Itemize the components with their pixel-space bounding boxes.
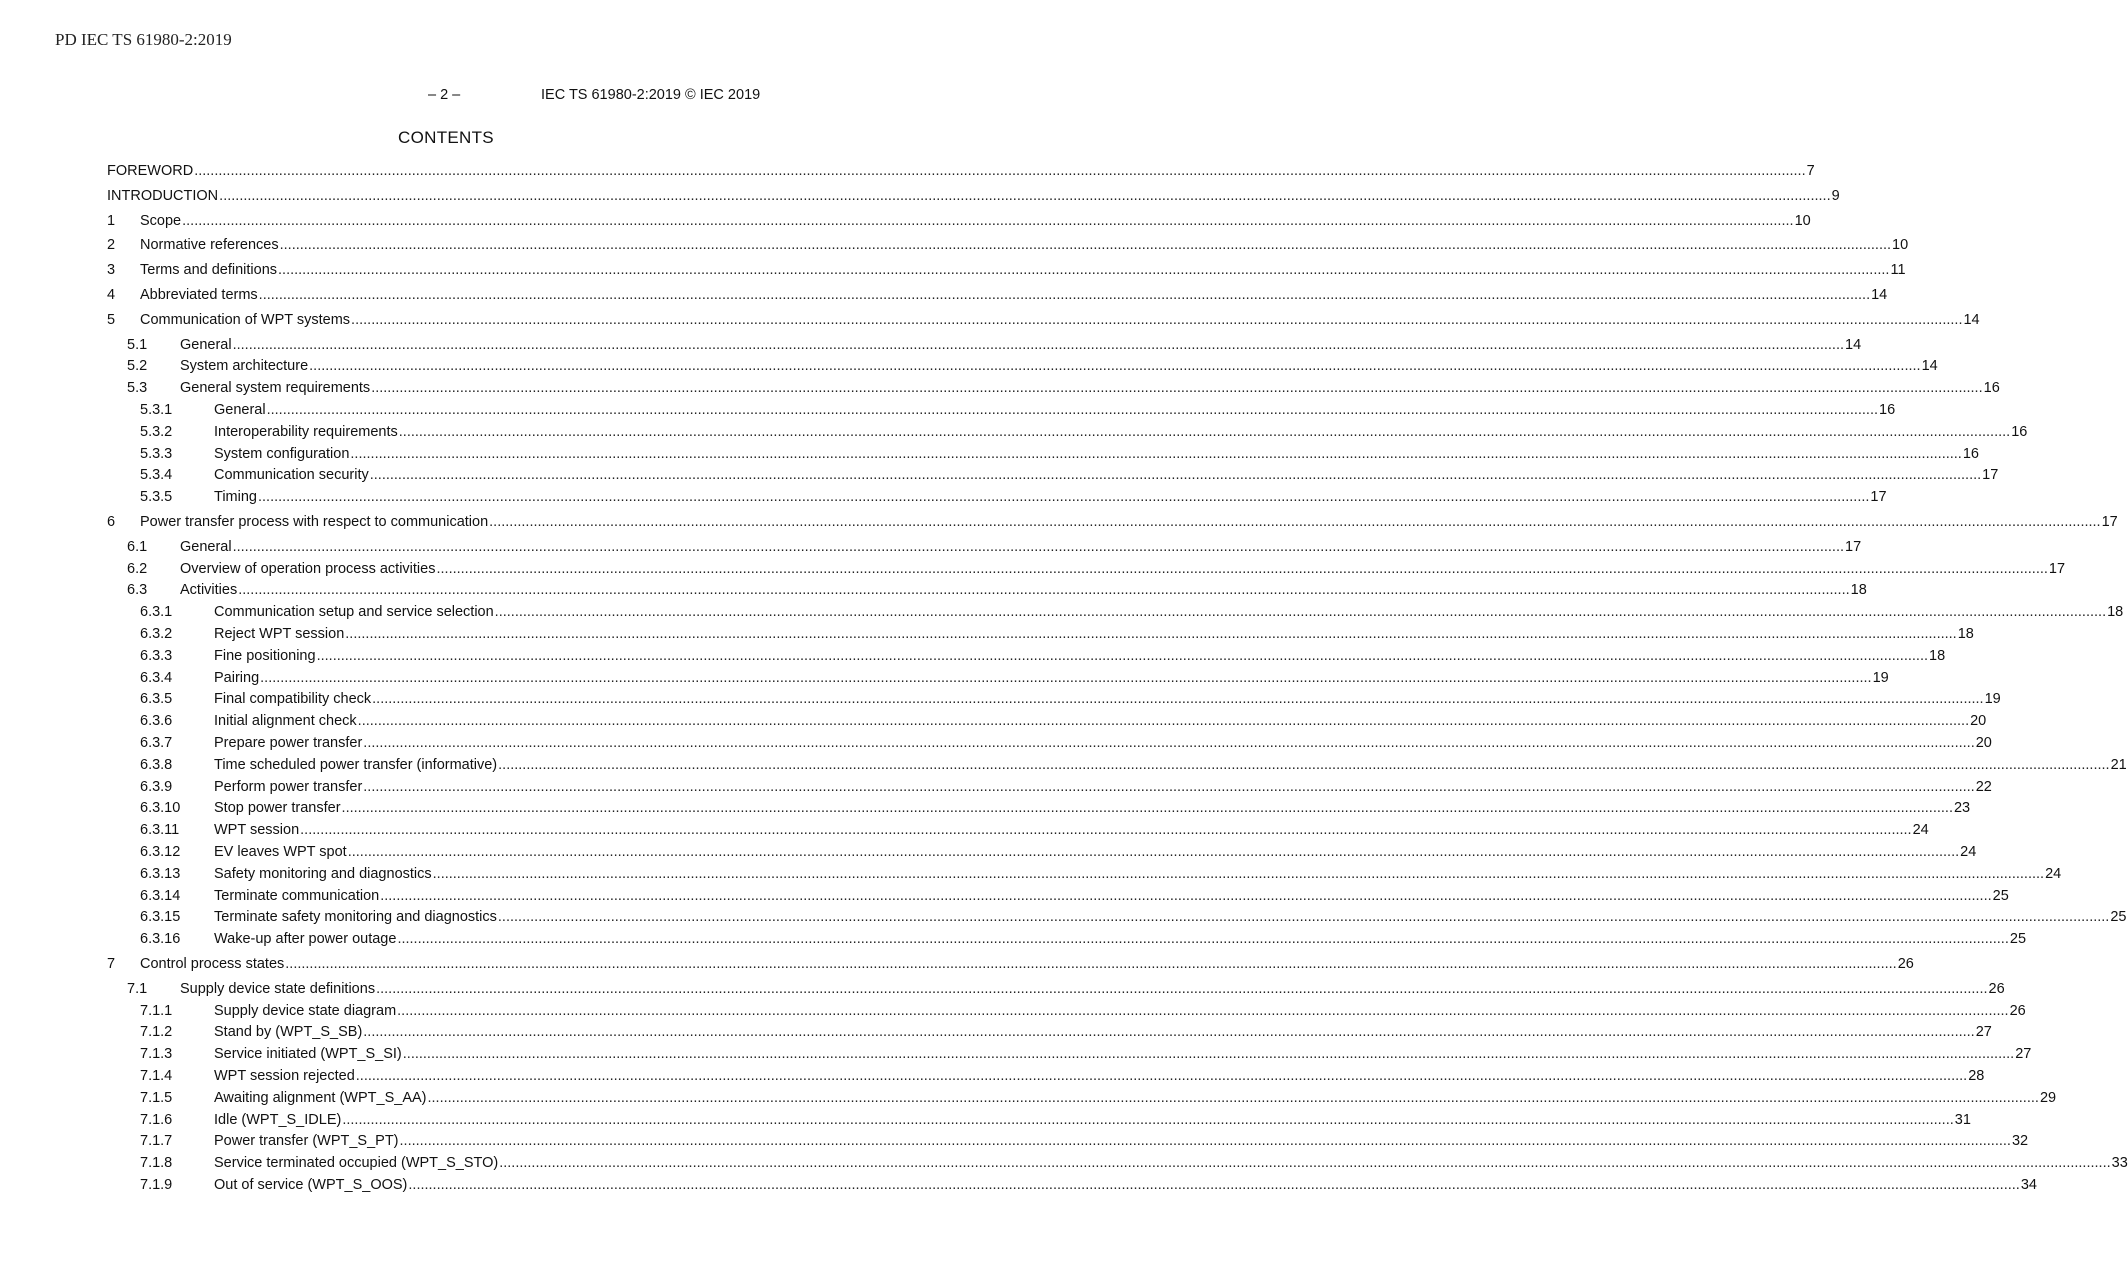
dot-leader: ................................................................................................................................................................................................................................................................................................................................................................................................................ (347, 844, 1960, 860)
toc-entry[interactable] (107, 536, 1862, 556)
toc-entry[interactable] (107, 185, 1840, 205)
toc-entry-page: 16 (1983, 380, 2000, 397)
toc-entry-page: 11 (1890, 262, 1906, 279)
toc-entry-number: 6.1 (127, 538, 148, 555)
toc-entry[interactable] (107, 1065, 1985, 1085)
toc-entry-title: Terms and definitions (140, 262, 278, 279)
toc-entry-number: 5.3.3 (140, 445, 173, 462)
dot-leader: ................................................................................................................................................................................................................................................................................................................................................................................................................ (232, 336, 1845, 353)
toc-entry-page: 14 (1963, 311, 1980, 328)
dot-leader: ................................................................................................................................................................................................................................................................................................................................................................................................................ (371, 380, 1983, 397)
toc-entry-number: 6.3.10 (140, 800, 181, 817)
toc-entry-title: Final compatibility check (214, 691, 372, 708)
document-id-copyright: IEC TS 61980-2:2019 © IEC 2019 (541, 87, 761, 103)
toc-entry-number: 2 (107, 237, 116, 254)
toc-entry[interactable] (107, 710, 1987, 730)
toc-entry[interactable] (107, 885, 2009, 905)
toc-entry-page: 26 (2009, 1002, 2026, 1019)
toc-entry[interactable] (107, 906, 2127, 926)
toc-entry-title: Out of service (WPT_S_OOS) (214, 1177, 408, 1193)
toc-entry-page: 23 (1953, 800, 1971, 817)
toc-entry[interactable] (107, 623, 1974, 643)
toc-entry-page: 18 (1850, 582, 1867, 599)
toc-entry-number: 6.3.6 (140, 713, 173, 730)
toc-entry-page: 19 (1872, 669, 1889, 686)
toc-entry-page: 18 (1957, 626, 1974, 642)
toc-entry[interactable] (107, 259, 1906, 279)
dot-leader: ................................................................................................................................................................................................................................................................................................................................................................................................................ (194, 163, 1806, 179)
toc-entry-page: 10 (1794, 212, 1811, 229)
toc-entry-number: 6.3.8 (140, 756, 173, 773)
toc-entry-title: Control process states (140, 956, 285, 972)
toc-entry-page: 16 (1879, 402, 1896, 418)
toc-entry-title: Initial alignment check (214, 713, 357, 730)
toc-entry-page: 20 (1970, 713, 1987, 730)
toc-entry-number: 6.3 (127, 582, 148, 599)
toc-entry-title: Safety monitoring and diagnostics (214, 865, 432, 882)
toc-entry-page: 17 (2048, 560, 2066, 577)
toc-entry-title: Perform power transfer (214, 778, 363, 795)
toc-entry[interactable] (107, 978, 2005, 998)
toc-entry[interactable] (107, 399, 1896, 419)
toc-entry-number: 6.2 (127, 560, 148, 577)
toc-entry-title: Power transfer (WPT_S_PT) (214, 1133, 399, 1150)
toc-entry[interactable] (107, 1174, 2037, 1194)
page-title: CONTENTS (398, 128, 494, 147)
toc-entry-page: 31 (1954, 1111, 1971, 1128)
toc-entry[interactable] (107, 160, 1815, 180)
toc-entry-page: 18 (1929, 647, 1946, 664)
toc-entry-page: 7 (1806, 163, 1815, 179)
toc-entry-number: 7.1.5 (140, 1089, 173, 1106)
dot-leader: ................................................................................................................................................................................................................................................................................................................................................................................................................ (350, 445, 1962, 462)
toc-entry[interactable] (107, 1130, 2029, 1150)
dot-leader: ................................................................................................................................................................................................................................................................................................................................................................................................................ (257, 489, 1870, 506)
dot-leader: ................................................................................................................................................................................................................................................................................................................................................................................................................ (372, 691, 1984, 708)
toc-entry-number: 7.1 (127, 980, 148, 997)
toc-entry-title: Timing (214, 489, 257, 506)
toc-entry-page: 25 (1992, 887, 2009, 904)
toc-entry-number: 7 (107, 956, 116, 972)
dot-leader: ................................................................................................................................................................................................................................................................................................................................................................................................................ (436, 560, 2048, 577)
dot-leader: ................................................................................................................................................................................................................................................................................................................................................................................................................ (316, 647, 1929, 664)
toc-entry-title: Communication security (214, 467, 369, 484)
dot-leader: ................................................................................................................................................................................................................................................................................................................................................................................................................ (300, 822, 1912, 839)
toc-entry[interactable] (107, 511, 2118, 531)
toc-entry-page: 21 (2110, 756, 2127, 773)
dot-leader: ................................................................................................................................................................................................................................................................................................................................................................................................................ (342, 1111, 1954, 1128)
toc-entry-title: WPT session (214, 822, 300, 839)
dot-leader: ................................................................................................................................................................................................................................................................................................................................................................................................................ (219, 187, 1831, 204)
toc-entry[interactable] (107, 1109, 1971, 1129)
toc-entry[interactable] (107, 377, 2000, 397)
toc-entry-number: 7.1.3 (140, 1046, 173, 1063)
toc-entry-page: 26 (1988, 980, 2005, 997)
toc-entry-number: 4 (107, 287, 116, 303)
dot-leader: ................................................................................................................................................................................................................................................................................................................................................................................................................ (182, 212, 1794, 229)
toc-entry-number: 6.3.14 (140, 887, 181, 904)
toc-entry-number: 7.1.4 (140, 1068, 173, 1084)
toc-entry-title: Activities (180, 582, 238, 599)
toc-entry-page: 24 (1960, 844, 1977, 860)
toc-entry-page: 26 (1897, 956, 1914, 972)
toc-entry-title: Service initiated (WPT_S_SI) (214, 1046, 402, 1063)
toc-entry-page: 25 (2009, 931, 2027, 948)
toc-entry-page: 18 (2107, 604, 2124, 621)
toc-entry-page: 19 (1984, 691, 2001, 708)
dot-leader: ................................................................................................................................................................................................................................................................................................................................................................................................................ (260, 669, 1872, 686)
dot-leader: ................................................................................................................................................................................................................................................................................................................................................................................................................ (238, 582, 1850, 599)
toc-entry-number: 6 (107, 514, 116, 530)
dot-leader: ................................................................................................................................................................................................................................................................................................................................................................................................................ (402, 1046, 2015, 1063)
toc-entry-title: Scope (140, 212, 182, 229)
toc-entry-page: 22 (1975, 778, 1992, 795)
dot-leader: ................................................................................................................................................................................................................................................................................................................................................................................................................ (232, 538, 1845, 555)
toc-entry-page: 16 (2011, 423, 2028, 440)
toc-entry-title: Interoperability requirements (214, 423, 398, 440)
toc-entry-number: 5 (107, 311, 116, 328)
toc-entry-page: 17 (1870, 489, 1887, 506)
toc-entry-title: EV leaves WPT spot (214, 844, 347, 860)
toc-entry-number: 7.1.9 (140, 1177, 173, 1193)
toc-entry-title: System configuration (214, 445, 350, 462)
toc-entry[interactable] (107, 284, 1888, 304)
toc-entry[interactable] (107, 841, 1977, 861)
toc-entry-title: Power transfer process with respect to communication (140, 514, 489, 530)
toc-entry-title: General system requirements (180, 380, 371, 397)
toc-entry-number: 6.3.3 (140, 647, 173, 664)
toc-entry[interactable] (107, 819, 1929, 839)
toc-entry-title: Reject WPT session (214, 626, 345, 642)
dot-leader: ................................................................................................................................................................................................................................................................................................................................................................................................................ (363, 735, 1975, 751)
toc-entry-title: General (214, 402, 266, 418)
document-designation: PD IEC TS 61980-2:2019 (55, 30, 232, 49)
toc-entry-page: 28 (1968, 1068, 1985, 1084)
toc-entry-number: 3 (107, 262, 116, 279)
dot-leader: ................................................................................................................................................................................................................................................................................................................................................................................................................ (499, 1155, 2111, 1172)
dot-leader: ................................................................................................................................................................................................................................................................................................................................................................................................................ (357, 713, 1970, 730)
toc-entry[interactable] (107, 210, 1811, 230)
toc-entry-number: 5.3 (127, 380, 148, 397)
dot-leader: ................................................................................................................................................................................................................................................................................................................................................................................................................ (369, 467, 1982, 484)
toc-entry-number: 7.1.6 (140, 1111, 173, 1128)
toc-entry-title: Terminate communication (214, 887, 380, 904)
toc-entry-number: 6.3.1 (140, 604, 173, 621)
toc-entry-page: 24 (1912, 822, 1929, 839)
toc-entry[interactable] (107, 754, 2127, 774)
toc-entry[interactable] (107, 443, 1979, 463)
toc-entry-page: 14 (1871, 287, 1888, 303)
toc-entry[interactable] (107, 953, 1914, 973)
toc-entry-page: 16 (1962, 445, 1979, 462)
toc-entry[interactable] (107, 1152, 2128, 1172)
dot-leader: ................................................................................................................................................................................................................................................................................................................................................................................................................ (399, 1133, 2011, 1150)
toc-entry[interactable] (107, 1087, 2057, 1107)
toc-entry-number: 6.3.16 (140, 931, 181, 948)
toc-entry-page: 10 (1892, 237, 1909, 254)
toc-entry-title: WPT session rejected (214, 1068, 355, 1084)
toc-entry-title: Supply device state definitions (180, 980, 376, 997)
toc-entry-title: Service terminated occupied (WPT_S_STO) (214, 1155, 499, 1172)
toc-entry[interactable] (107, 234, 1909, 254)
toc-entry-page: 14 (1845, 336, 1862, 353)
toc-entry-title: Idle (WPT_S_IDLE) (214, 1111, 342, 1128)
toc-entry-page: 29 (2039, 1089, 2057, 1106)
toc-entry[interactable] (107, 355, 1938, 375)
toc-entry[interactable] (107, 309, 1980, 329)
toc-entry-number: 7.1.7 (140, 1133, 173, 1150)
toc-entry-title: Terminate safety monitoring and diagnostics (214, 909, 497, 926)
toc-entry[interactable] (107, 421, 2028, 441)
toc-entry-title: Prepare power transfer (214, 735, 363, 751)
toc-entry[interactable] (107, 645, 1946, 665)
toc-entry[interactable] (107, 732, 1992, 752)
toc-entry-page: 24 (2045, 865, 2062, 882)
toc-entry-title: Communication setup and service selection (214, 604, 494, 621)
toc-entry[interactable] (107, 1000, 2026, 1020)
toc-entry-title: FOREWORD (107, 163, 194, 179)
toc-entry[interactable] (107, 334, 1862, 354)
toc-entry-number: 6.3.13 (140, 865, 181, 882)
toc-entry-page: 27 (1975, 1024, 1992, 1041)
toc-entry[interactable] (107, 1021, 1992, 1041)
toc-entry-number: 1 (107, 212, 116, 229)
toc-entry-page: 34 (2020, 1177, 2037, 1193)
toc-entry-number: 6.3.2 (140, 626, 173, 642)
toc-entry[interactable] (107, 1043, 2032, 1063)
toc-entry-page: 9 (1831, 187, 1840, 204)
toc-entry-number: 7.1.8 (140, 1155, 173, 1172)
page-number: – 2 – (428, 87, 461, 103)
toc-entry-title: Stop power transfer (214, 800, 341, 817)
dot-leader: ................................................................................................................................................................................................................................................................................................................................................................................................................ (266, 402, 1879, 418)
toc-entry-title: Awaiting alignment (WPT_S_AA) (214, 1089, 427, 1106)
toc-entry-page: 32 (2011, 1133, 2029, 1150)
dot-leader: ................................................................................................................................................................................................................................................................................................................................................................................................................ (279, 237, 1892, 254)
toc-entry-number: 6.3.12 (140, 844, 181, 860)
toc-entry-title: Normative references (140, 237, 279, 254)
toc-entry-page: 17 (2101, 514, 2118, 530)
toc-entry[interactable] (107, 601, 2124, 621)
dot-leader: ................................................................................................................................................................................................................................................................................................................................................................................................................ (363, 1024, 1975, 1041)
toc-entry-number: 5.2 (127, 358, 148, 375)
dot-leader: ................................................................................................................................................................................................................................................................................................................................................................................................................ (355, 1068, 1968, 1084)
toc-entry-number: 6.3.9 (140, 778, 173, 795)
toc-entry-number: 5.3.1 (140, 402, 173, 418)
toc-entry-number: 6.3.11 (140, 822, 180, 839)
toc-entry[interactable] (107, 579, 1867, 599)
toc-entry[interactable] (107, 797, 1971, 817)
dot-leader: ................................................................................................................................................................................................................................................................................................................................................................................................................ (341, 800, 1953, 817)
dot-leader: ................................................................................................................................................................................................................................................................................................................................................................................................................ (397, 931, 2009, 948)
toc-entry-page: 25 (2110, 909, 2127, 926)
dot-leader: ................................................................................................................................................................................................................................................................................................................................................................................................................ (380, 887, 1992, 904)
toc-entry-page: 17 (1982, 467, 1999, 484)
dot-leader: ................................................................................................................................................................................................................................................................................................................................................................................................................ (498, 756, 2110, 773)
toc-entry[interactable] (107, 667, 1889, 687)
toc-entry-title: Abbreviated terms (140, 287, 258, 303)
dot-leader: ................................................................................................................................................................................................................................................................................................................................................................................................................ (432, 865, 2045, 882)
dot-leader: ................................................................................................................................................................................................................................................................................................................................................................................................................ (363, 778, 1975, 795)
dot-leader: ................................................................................................................................................................................................................................................................................................................................................................................................................ (408, 1177, 2020, 1193)
toc-entry-title: Time scheduled power transfer (informative) (214, 756, 498, 773)
dot-leader: ................................................................................................................................................................................................................................................................................................................................................................................................................ (285, 956, 1897, 972)
toc-entry[interactable] (107, 486, 1887, 506)
toc-entry-title: Overview of operation process activities (180, 560, 436, 577)
toc-entry[interactable] (107, 863, 2062, 883)
dot-leader: ................................................................................................................................................................................................................................................................................................................................................................................................................ (427, 1089, 2039, 1106)
toc-entry[interactable] (107, 688, 2001, 708)
dot-leader: ................................................................................................................................................................................................................................................................................................................................................................................................................ (278, 262, 1890, 279)
toc-entry-title: General (180, 336, 232, 353)
toc-entry-number: 5.3.5 (140, 489, 173, 506)
toc-entry-page: 33 (2111, 1155, 2128, 1172)
toc-entry-title: System architecture (180, 358, 309, 375)
toc-entry-number: 5.3.2 (140, 423, 173, 440)
toc-entry[interactable] (107, 776, 1992, 796)
toc-entry-number: 6.3.5 (140, 691, 173, 708)
dot-leader: ................................................................................................................................................................................................................................................................................................................................................................................................................ (258, 287, 1871, 303)
toc-entry-page: 14 (1921, 358, 1938, 375)
toc-entry-number: 6.3.7 (140, 735, 173, 751)
dot-leader: ................................................................................................................................................................................................................................................................................................................................................................................................................ (397, 1002, 2009, 1019)
toc-entry-title: Communication of WPT systems (140, 311, 351, 328)
toc-entry-title: Fine positioning (214, 647, 316, 664)
toc-entry-number: 7.1.2 (140, 1024, 173, 1041)
dot-leader: ................................................................................................................................................................................................................................................................................................................................................................................................................ (376, 980, 1988, 997)
toc-entry-title: Wake-up after power outage (214, 931, 397, 948)
toc-entry-title: Supply device state diagram (214, 1002, 397, 1019)
toc-entry-page: 17 (1845, 538, 1862, 555)
toc-entry-number: 6.3.15 (140, 909, 181, 926)
toc-entry[interactable] (107, 464, 1999, 484)
toc-entry-title: INTRODUCTION (107, 187, 219, 204)
toc-entry-number: 5.1 (127, 336, 148, 353)
toc-entry-title: Pairing (214, 669, 260, 686)
toc-entry[interactable] (107, 928, 2027, 948)
toc-entry[interactable] (107, 558, 2066, 578)
dot-leader: ................................................................................................................................................................................................................................................................................................................................................................................................................ (494, 604, 2107, 621)
toc-entry-title: General (180, 538, 232, 555)
dot-leader: ................................................................................................................................................................................................................................................................................................................................................................................................................ (351, 311, 1963, 328)
dot-leader: ................................................................................................................................................................................................................................................................................................................................................................................................................ (489, 514, 2101, 530)
dot-leader: ................................................................................................................................................................................................................................................................................................................................................................................................................ (398, 423, 2011, 440)
dot-leader: ................................................................................................................................................................................................................................................................................................................................................................................................................ (497, 909, 2110, 926)
toc-entry-title: Stand by (WPT_S_SB) (214, 1024, 363, 1041)
toc-entry-number: 6.3.4 (140, 669, 173, 686)
toc-entry-page: 27 (2015, 1046, 2032, 1063)
dot-leader: ................................................................................................................................................................................................................................................................................................................................................................................................................ (309, 358, 1921, 375)
toc-entry-page: 20 (1975, 735, 1992, 751)
toc-entry-number: 7.1.1 (140, 1002, 173, 1019)
toc-entry-number: 5.3.4 (140, 467, 173, 484)
dot-leader: ................................................................................................................................................................................................................................................................................................................................................................................................................ (345, 626, 1957, 642)
